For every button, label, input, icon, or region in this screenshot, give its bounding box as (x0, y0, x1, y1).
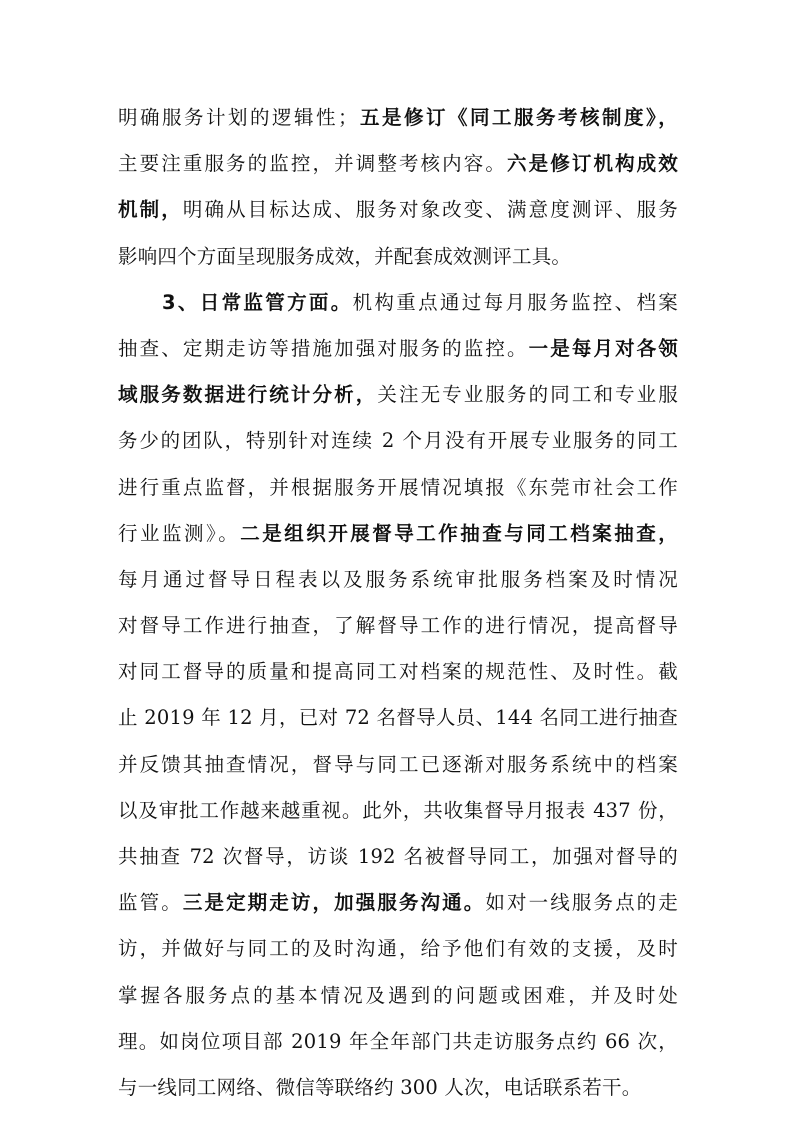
text-line: 与一线同工网络、微信等联络约 300 人次，电话联系若干。 (118, 1075, 642, 1099)
bold-phrase: 六是修订机构成效 (507, 152, 678, 176)
bold-phrase: 域服务数据进行统计分析， (118, 383, 378, 407)
text-line: 务少的团队，特别针对连续 2 个月没有开展专业服务的同工 (118, 429, 678, 453)
paragraph-daily-supervision (118, 280, 678, 1111)
bold-phrase: 机制， (118, 198, 183, 222)
text-line: 对同工督导的质量和提高同工对档案的规范性、及时性。截 (118, 660, 678, 684)
bold-phrase: 五是修订《同工服务考核制度》， (357, 106, 678, 129)
text-line: 理。如岗位项目部 2019 年全年部门共走访服务点约 66 次， (118, 1029, 678, 1053)
bold-phrase: 一是每月对各领 (528, 336, 678, 360)
text-line: 对督导工作进行抽查，了解督导工作的进行情况，提高督导 (118, 614, 678, 638)
text-line: 3、日常监管方面。机构重点通过每月服务监控、档案 (162, 290, 678, 314)
document-page (118, 95, 678, 1111)
bold-phrase: 三是定期走访，加强服务沟通。 (182, 891, 486, 915)
text-line: 共抽查 72 次督导，访谈 192 名被督导同工，加强对督导的 (118, 845, 678, 868)
text-line: 机制，明确从目标达成、服务对象改变、满意度测评、服务 (118, 198, 678, 222)
text-line: 进行重点监督，并根据服务开展情况填报《东莞市社会工作 (118, 475, 678, 499)
text-line: 抽查、定期走访等措施加强对服务的监控。一是每月对各领 (118, 336, 678, 360)
text-line: 影响四个方面呈现服务成效，并配套成效测评工具。 (118, 244, 572, 268)
section-heading: 3、日常监管方面。 (162, 290, 353, 314)
paragraph-evaluation-revision (118, 95, 678, 280)
text-line: 行业监测》。二是组织开展督导工作抽查与同工档案抽查， (118, 521, 678, 545)
bold-phrase: 二是组织开展督导工作抽查与同工档案抽查， (240, 521, 678, 545)
text-line: 访，并做好与同工的及时沟通，给予他们有效的支援，及时 (118, 937, 678, 961)
text-line: 掌握各服务点的基本情况及遇到的问题或困难，并及时处 (118, 983, 678, 1007)
text-line: 每月通过督导日程表以及服务系统审批服务档案及时情况 (118, 567, 678, 591)
text-line: 监管。三是定期走访，加强服务沟通。如对一线服务点的走 (118, 891, 678, 915)
text-line: 并反馈其抽查情况，督导与同工已逐渐对服务系统中的档案 (118, 752, 678, 776)
text-line: 域服务数据进行统计分析，关注无专业服务的同工和专业服 (118, 383, 678, 407)
text-line: 以及审批工作越来越重视。此外，共收集督导月报表 437 份， (118, 798, 678, 822)
text-line: 主要注重服务的监控，并调整考核内容。六是修订机构成效 (118, 152, 678, 176)
text-line: 止 2019 年 12 月，已对 72 名督导人员、144 名同工进行抽查 (118, 706, 678, 730)
text-line: 明确服务计划的逻辑性；五是修订《同工服务考核制度》， (118, 106, 678, 129)
